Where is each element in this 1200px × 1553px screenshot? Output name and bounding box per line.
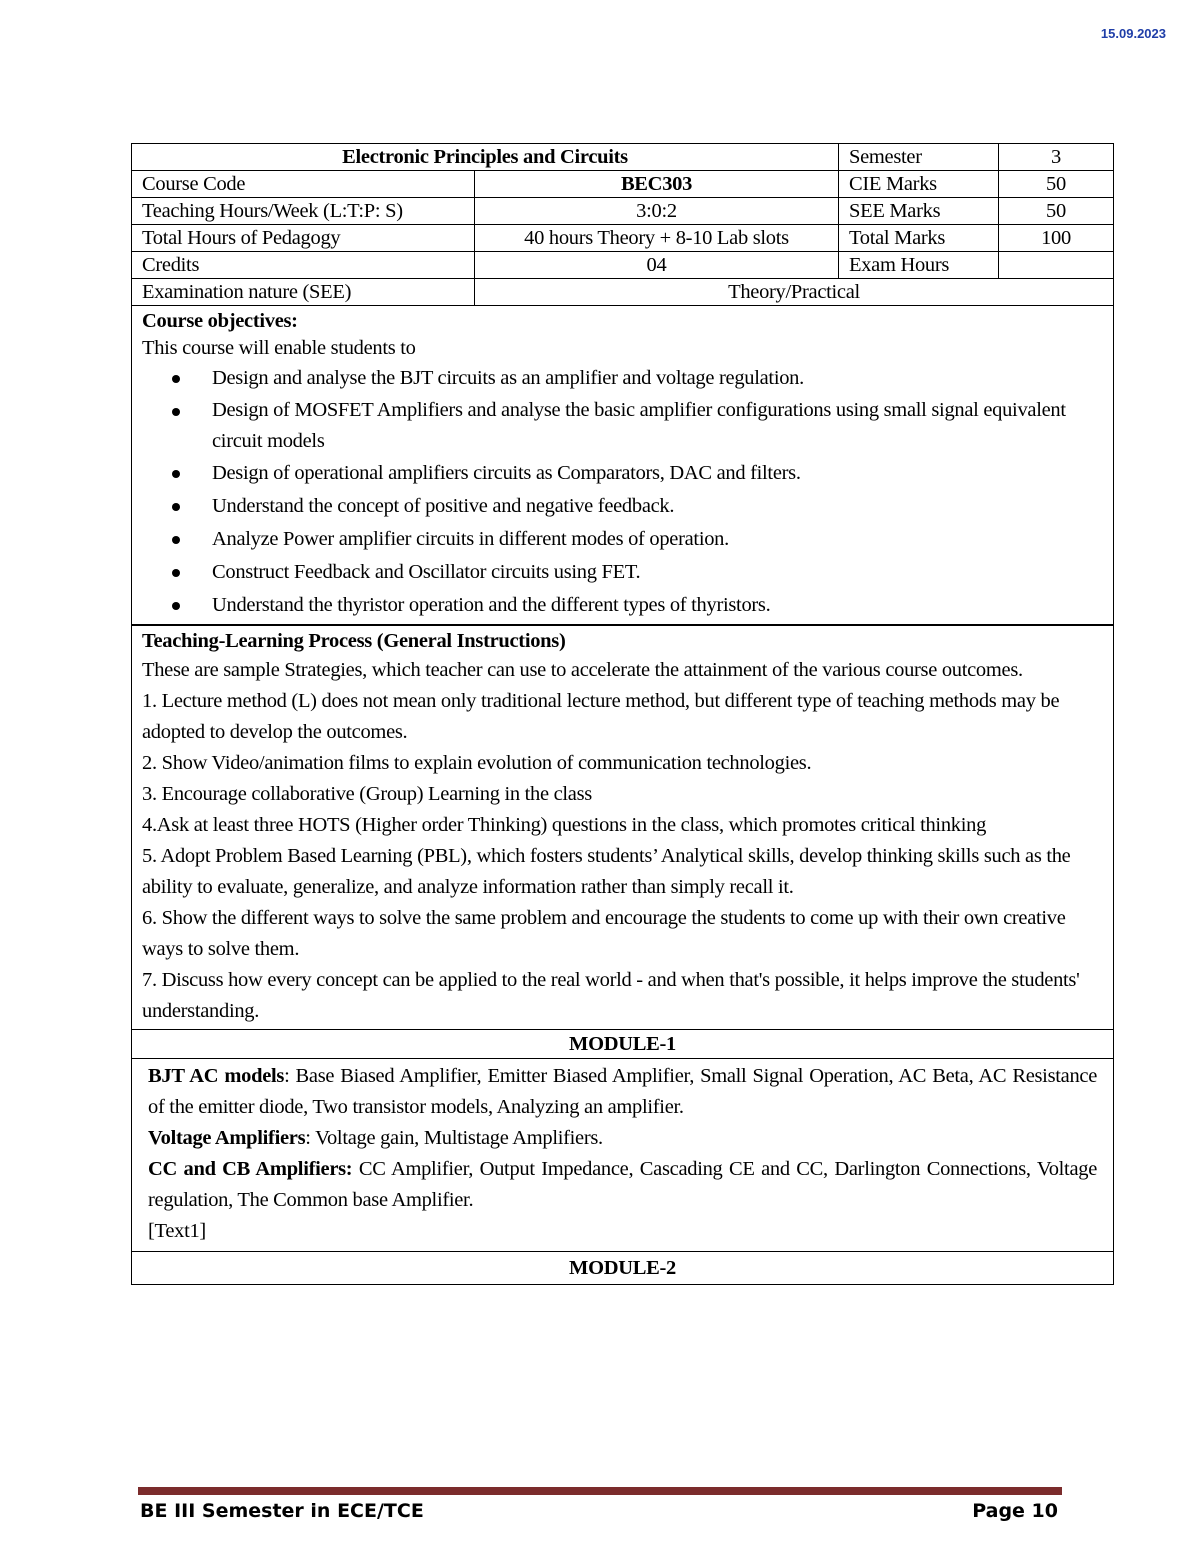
teaching-hours-label: Teaching Hours/Week (L:T:P: S)	[132, 198, 475, 225]
page-number: Page 10	[972, 1500, 1058, 1522]
total-marks-value: 100	[999, 225, 1114, 252]
table-row	[132, 306, 1114, 626]
exam-nature-value: Theory/Practical	[475, 279, 1114, 306]
bullet-icon	[172, 536, 180, 544]
list-item: 4.Ask at least three HOTS (Higher order Thinking) questions in the class, which promotes critical thinking	[142, 814, 987, 836]
list-item: 6. Show the different ways to solve the same problem and encourage the students to come up with their own creative ways to solve them.	[142, 907, 1066, 960]
bullet-icon	[172, 569, 180, 577]
course-code-value: BEC303	[475, 171, 839, 198]
teaching-learning-section	[132, 625, 1114, 1030]
list-item: 2. Show Video/animation films to explain evolution of communication technologies.	[142, 752, 812, 774]
course-title: Electronic Principles and Circuits	[132, 144, 839, 171]
document-date: 15.09.2023	[1100, 26, 1166, 41]
table-row	[132, 1059, 1114, 1252]
exam-hours-label: Exam Hours	[839, 252, 999, 279]
bullet-icon	[172, 408, 180, 416]
see-marks-label: SEE Marks	[839, 198, 999, 225]
table-row	[132, 279, 1114, 306]
table-row	[132, 625, 1114, 1030]
see-marks-value: 50	[999, 198, 1114, 225]
semester-label: Semester	[839, 144, 999, 171]
table-row	[132, 1252, 1114, 1285]
module-1-paragraph: Voltage Amplifiers: Voltage gain, Multistage Amplifiers.	[148, 1127, 603, 1149]
bullet-icon	[172, 602, 180, 610]
course-objectives-heading: Course objectives:	[142, 310, 298, 332]
list-item: Design and analyse the BJT circuits as an amplifier and voltage regulation.	[212, 362, 1103, 395]
exam-nature-label: Examination nature (SEE)	[132, 279, 475, 306]
table-row	[132, 252, 1114, 279]
teaching-learning-heading: Teaching-Learning Process (General Instructions)	[142, 630, 566, 652]
credits-value: 04	[475, 252, 839, 279]
exam-hours-value	[999, 252, 1114, 279]
course-objectives-list	[142, 362, 1103, 622]
cie-marks-value: 50	[999, 171, 1114, 198]
bullet-icon	[172, 375, 180, 383]
list-item: 1. Lecture method (L) does not mean only traditional lecture method, but different type of teaching methods may be adopted to develop the outcomes.	[142, 690, 1060, 743]
course-objectives-intro: This course will enable students to	[142, 337, 416, 359]
module-1-heading: MODULE-1	[132, 1030, 1114, 1059]
list-item: Construct Feedback and Oscillator circuits using FET.	[212, 556, 1103, 589]
footer-program: BE III Semester in ECE/TCE	[140, 1500, 424, 1522]
syllabus-table	[131, 143, 1114, 1285]
module-1-paragraph: BJT AC models: Base Biased Amplifier, Emitter Biased Amplifier, Small Signal Operation, AC Beta, AC Resistance of the emitter diode, Two transistor models, Analyzing an amplifier.	[148, 1065, 1097, 1118]
pedagogy-hours-label: Total Hours of Pedagogy	[132, 225, 475, 252]
list-item: Design of operational amplifiers circuits as Comparators, DAC and filters.	[212, 457, 1103, 490]
footer-divider	[138, 1487, 1062, 1495]
list-item: Understand the concept of positive and negative feedback.	[212, 490, 1103, 523]
bullet-icon	[172, 503, 180, 511]
list-item: Analyze Power amplifier circuits in different modes of operation.	[212, 523, 1103, 556]
pedagogy-hours-value: 40 hours Theory + 8-10 Lab slots	[475, 225, 839, 252]
cie-marks-label: CIE Marks	[839, 171, 999, 198]
module-1-reference: [Text1]	[148, 1220, 206, 1242]
course-objectives-section	[132, 306, 1114, 626]
module-1-paragraph: CC and CB Amplifiers: CC Amplifier, Output Impedance, Cascading CE and CC, Darlington Connections, Voltage regulation, The Common base Amplifier.	[148, 1158, 1097, 1211]
teaching-learning-intro: These are sample Strategies, which teacher can use to accelerate the attainment of the various course outcomes.	[142, 659, 1023, 681]
credits-label: Credits	[132, 252, 475, 279]
module-1-content	[132, 1059, 1114, 1252]
table-row	[132, 1030, 1114, 1059]
list-item: 7. Discuss how every concept can be applied to the real world - and when that's possible, it helps improve the students' understanding.	[142, 969, 1080, 1022]
teaching-hours-value: 3:0:2	[475, 198, 839, 225]
table-row	[132, 225, 1114, 252]
bullet-icon	[172, 470, 180, 478]
table-row	[132, 198, 1114, 225]
course-code-label: Course Code	[132, 171, 475, 198]
list-item: 3. Encourage collaborative (Group) Learning in the class	[142, 783, 592, 805]
module-2-heading: MODULE-2	[132, 1252, 1114, 1285]
list-item: 5. Adopt Problem Based Learning (PBL), which fosters students’ Analytical skills, develop thinking skills such as the ability to evaluate, generalize, and analyze information rather than simply recall it.	[142, 845, 1071, 898]
table-row	[132, 171, 1114, 198]
total-marks-label: Total Marks	[839, 225, 999, 252]
list-item: Design of MOSFET Amplifiers and analyse the basic amplifier configurations using small signal equivalent circuit models	[212, 395, 1103, 457]
table-row	[132, 144, 1114, 171]
list-item: Understand the thyristor operation and the different types of thyristors.	[212, 589, 1103, 622]
semester-value: 3	[999, 144, 1114, 171]
